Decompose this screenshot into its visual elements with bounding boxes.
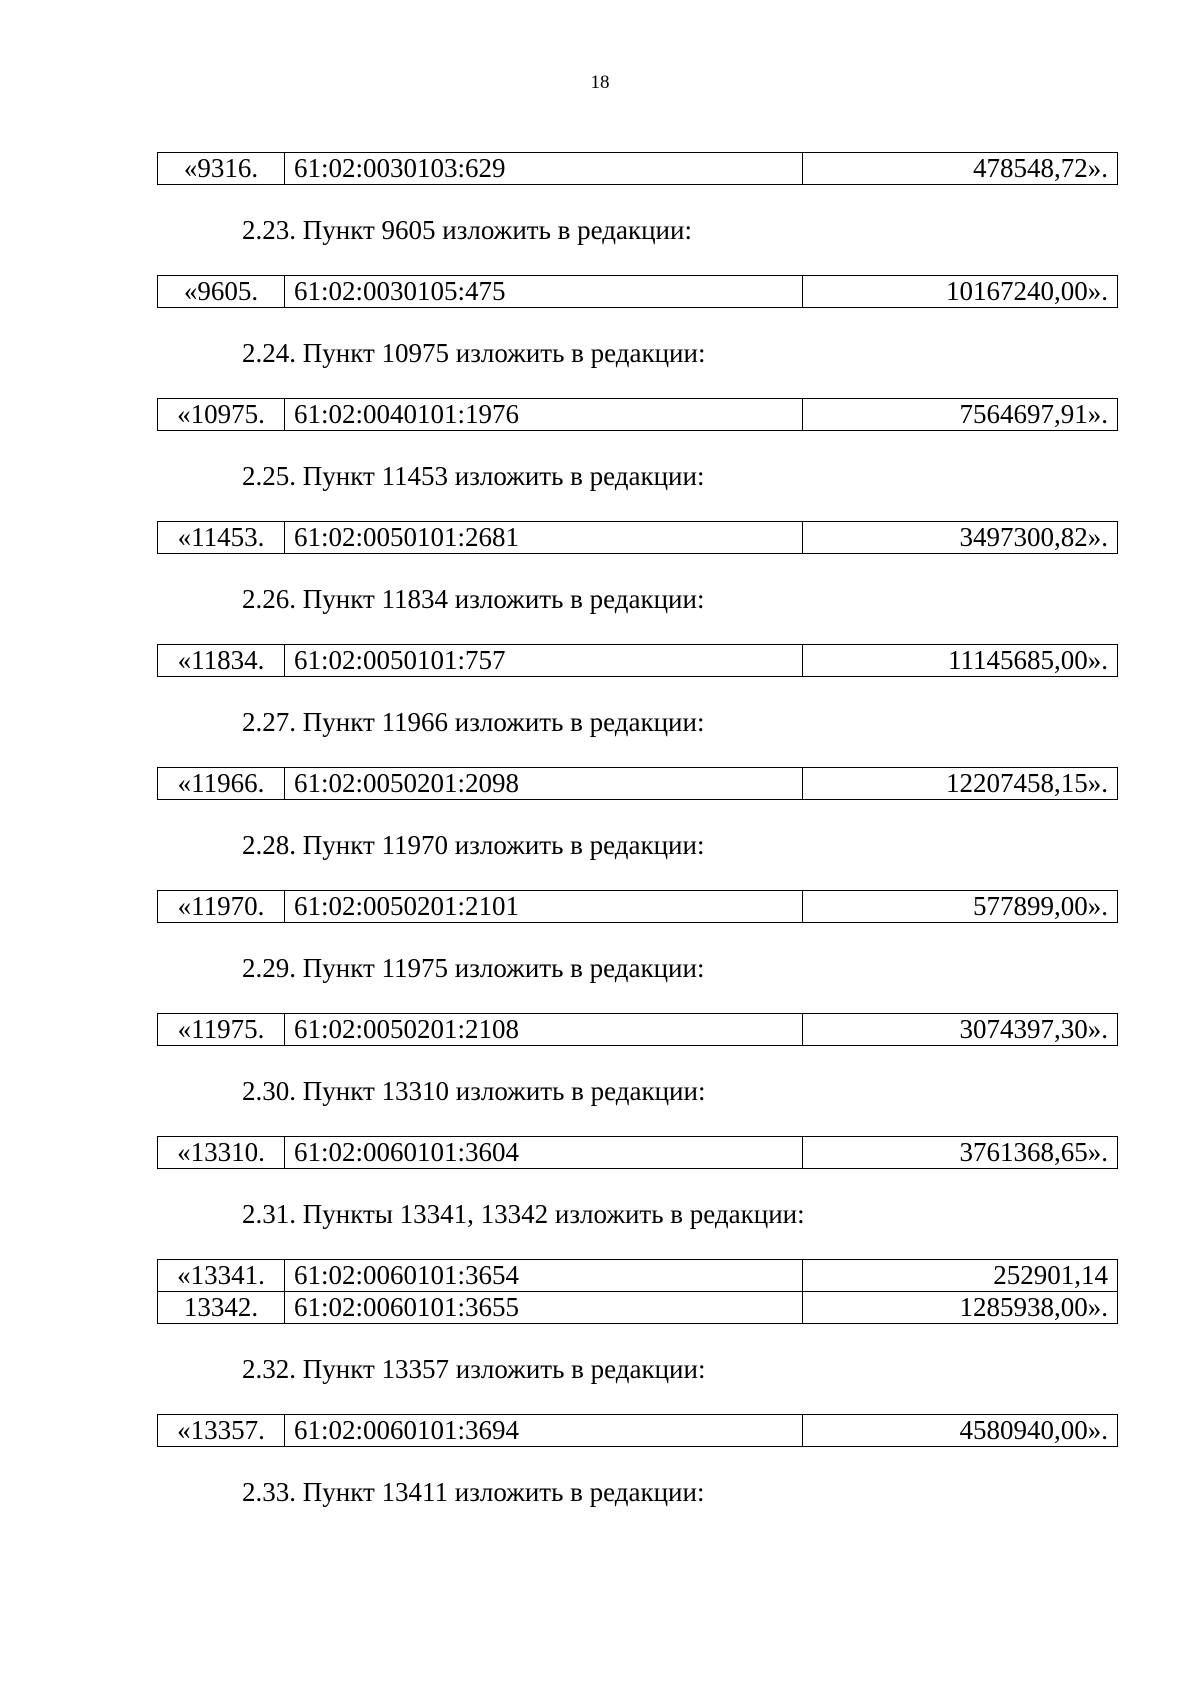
cadastral-value-cell: 3074397,30». [803, 1014, 1118, 1046]
amendment-heading: 2.33. Пункт 13411 изложить в редакции: [242, 1477, 705, 1507]
table-row [158, 1137, 1118, 1169]
cadastral-number-cell: 61:02:0050201:2101 [285, 891, 803, 923]
cadastral-number-cell: 61:02:0050101:757 [285, 645, 803, 677]
amendment-heading: 2.32. Пункт 13357 изложить в редакции: [242, 1354, 706, 1384]
cadastral-number-cell: 61:02:0060101:3654 [285, 1260, 803, 1292]
cadastral-number-cell: 61:02:0050201:2108 [285, 1014, 803, 1046]
cadastral-number-cell: 61:02:0030103:629 [285, 153, 803, 185]
amendment-heading: 2.25. Пункт 11453 изложить в редакции: [242, 461, 705, 491]
document-body [157, 152, 1117, 1537]
page-number: 18 [590, 72, 610, 93]
cadastral-value-cell: 478548,72». [803, 153, 1118, 185]
amendment-heading: 2.27. Пункт 11966 изложить в редакции: [242, 707, 705, 737]
amendment-heading: 2.23. Пункт 9605 изложить в редакции: [242, 215, 692, 245]
cadastral-number-cell: 61:02:0050201:2098 [285, 768, 803, 800]
cadastral-value-cell: 577899,00». [803, 891, 1118, 923]
amendment-table [157, 1136, 1118, 1169]
cadastral-number-cell: 61:02:0060101:3655 [285, 1292, 803, 1324]
item-number-cell: «11834. [158, 645, 285, 677]
item-number-cell: «13310. [158, 1137, 285, 1169]
cadastral-value-cell: 12207458,15». [803, 768, 1118, 800]
amendment-table [157, 1013, 1118, 1046]
item-number-cell: «13341. [158, 1260, 285, 1292]
item-number-cell: «11453. [158, 522, 285, 554]
item-number-cell: «13357. [158, 1415, 285, 1447]
cadastral-number-cell: 61:02:0050101:2681 [285, 522, 803, 554]
amendment-table [157, 1414, 1118, 1447]
amendment-heading: 2.24. Пункт 10975 изложить в редакции: [242, 338, 706, 368]
amendment-table [157, 767, 1118, 800]
amendment-table [157, 521, 1118, 554]
cadastral-number-cell: 61:02:0060101:3604 [285, 1137, 803, 1169]
table-row [158, 1415, 1118, 1447]
cadastral-value-cell: 3761368,65». [803, 1137, 1118, 1169]
cadastral-value-cell: 10167240,00». [803, 276, 1118, 308]
table-row [158, 645, 1118, 677]
item-number-cell: «11966. [158, 768, 285, 800]
table-row [158, 1292, 1118, 1324]
amendment-heading: 2.29. Пункт 11975 изложить в редакции: [242, 953, 705, 983]
amendment-heading: 2.30. Пункт 13310 изложить в редакции: [242, 1076, 706, 1106]
item-number-cell: «11970. [158, 891, 285, 923]
cadastral-value-cell: 3497300,82». [803, 522, 1118, 554]
cadastral-number-cell: 61:02:0030105:475 [285, 276, 803, 308]
amendment-table [157, 1259, 1118, 1324]
cadastral-value-cell: 7564697,91». [803, 399, 1118, 431]
cadastral-value-cell: 4580940,00». [803, 1415, 1118, 1447]
amendment-heading: 2.28. Пункт 11970 изложить в редакции: [242, 830, 705, 860]
table-row [158, 891, 1118, 923]
amendment-table [157, 275, 1118, 308]
amendment-heading: 2.31. Пункты 13341, 13342 изложить в редакции: [242, 1199, 805, 1229]
cadastral-number-cell: 61:02:0040101:1976 [285, 399, 803, 431]
table-row [158, 399, 1118, 431]
item-number-cell: «9316. [158, 153, 285, 185]
table-row [158, 522, 1118, 554]
amendment-table [157, 152, 1118, 185]
table-row [158, 153, 1118, 185]
item-number-cell: «11975. [158, 1014, 285, 1046]
item-number-cell: «9605. [158, 276, 285, 308]
cadastral-number-cell: 61:02:0060101:3694 [285, 1415, 803, 1447]
amendment-table [157, 644, 1118, 677]
table-row [158, 1014, 1118, 1046]
amendment-table [157, 398, 1118, 431]
amendment-table [157, 890, 1118, 923]
item-number-cell: 13342. [158, 1292, 285, 1324]
item-number-cell: «10975. [158, 399, 285, 431]
amendment-heading: 2.26. Пункт 11834 изложить в редакции: [242, 584, 705, 614]
cadastral-value-cell: 1285938,00». [803, 1292, 1118, 1324]
cadastral-value-cell: 11145685,00». [803, 645, 1118, 677]
table-row [158, 276, 1118, 308]
table-row [158, 768, 1118, 800]
cadastral-value-cell: 252901,14 [803, 1260, 1118, 1292]
table-row [158, 1260, 1118, 1292]
